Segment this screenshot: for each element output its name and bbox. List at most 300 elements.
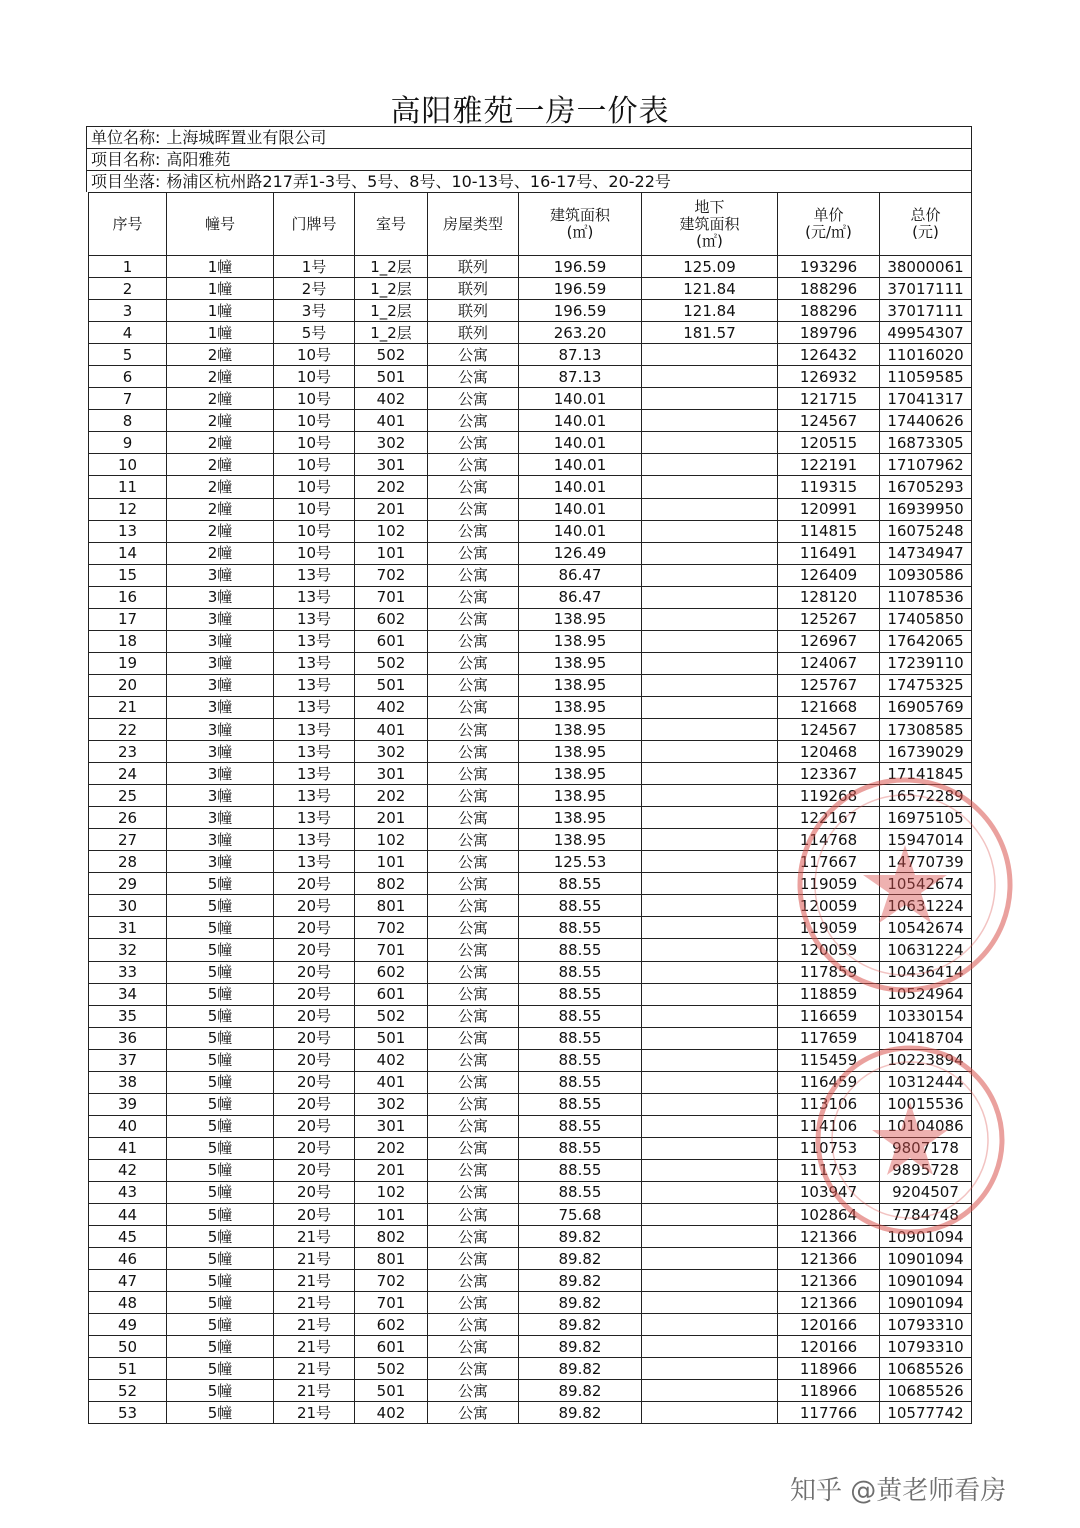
table-cell: 10号 bbox=[274, 388, 355, 410]
table-cell: 601 bbox=[355, 983, 428, 1005]
table-cell: 4 bbox=[89, 322, 167, 344]
table-cell: 9 bbox=[89, 432, 167, 454]
table-cell: 188296 bbox=[778, 300, 880, 322]
table-cell: 公寓 bbox=[428, 1115, 519, 1137]
table-cell: 88.55 bbox=[519, 1181, 642, 1203]
table-cell: 10901094 bbox=[880, 1292, 972, 1314]
table-cell bbox=[642, 763, 778, 785]
table-cell: 121366 bbox=[778, 1270, 880, 1292]
table-cell bbox=[642, 917, 778, 939]
table-cell: 14 bbox=[89, 542, 167, 564]
table-cell: 10631224 bbox=[880, 895, 972, 917]
table-cell: 196.59 bbox=[519, 256, 642, 278]
table-cell: 公寓 bbox=[428, 1005, 519, 1027]
table-cell: 124567 bbox=[778, 410, 880, 432]
table-cell: 116491 bbox=[778, 542, 880, 564]
table-cell bbox=[642, 630, 778, 652]
table-cell: 13号 bbox=[274, 696, 355, 718]
table-cell: 118966 bbox=[778, 1358, 880, 1380]
table-cell: 88.55 bbox=[519, 939, 642, 961]
table-cell: 18 bbox=[89, 630, 167, 652]
table-cell bbox=[642, 520, 778, 542]
table-cell: 公寓 bbox=[428, 630, 519, 652]
table-cell: 13号 bbox=[274, 586, 355, 608]
table-cell bbox=[642, 851, 778, 873]
table-cell: 公寓 bbox=[428, 1270, 519, 1292]
project-location-label: 项目坐落: bbox=[91, 172, 161, 191]
table-cell: 88.55 bbox=[519, 961, 642, 983]
table-cell bbox=[642, 1380, 778, 1402]
table-cell: 3幢 bbox=[167, 586, 274, 608]
table-cell: 公寓 bbox=[428, 785, 519, 807]
table-cell bbox=[642, 432, 778, 454]
table-cell: 31 bbox=[89, 917, 167, 939]
project-name-label: 项目名称: bbox=[91, 150, 161, 169]
table-cell: 26 bbox=[89, 807, 167, 829]
table-cell: 2幢 bbox=[167, 432, 274, 454]
table-cell: 125767 bbox=[778, 674, 880, 696]
table-cell: 13号 bbox=[274, 652, 355, 674]
table-cell: 公寓 bbox=[428, 1314, 519, 1336]
table-row bbox=[89, 674, 972, 696]
table-cell: 5幢 bbox=[167, 1159, 274, 1181]
table-cell bbox=[642, 895, 778, 917]
watermark-text: 知乎 @黄老师看房 bbox=[790, 1476, 1007, 1506]
table-cell: 20号 bbox=[274, 1071, 355, 1093]
table-cell: 16 bbox=[89, 586, 167, 608]
table-cell: 10015536 bbox=[880, 1093, 972, 1115]
table-cell bbox=[642, 1181, 778, 1203]
table-row bbox=[89, 1292, 972, 1314]
table-cell: 21号 bbox=[274, 1226, 355, 1248]
table-row bbox=[89, 1226, 972, 1248]
table-cell: 120166 bbox=[778, 1314, 880, 1336]
table-cell: 10号 bbox=[274, 498, 355, 520]
table-cell: 196.59 bbox=[519, 278, 642, 300]
table-cell: 138.95 bbox=[519, 674, 642, 696]
table-row bbox=[89, 851, 972, 873]
table-cell: 17 bbox=[89, 608, 167, 630]
table-row bbox=[89, 608, 972, 630]
table-cell bbox=[642, 873, 778, 895]
table-cell: 802 bbox=[355, 873, 428, 895]
table-cell: 121366 bbox=[778, 1248, 880, 1270]
table-cell bbox=[642, 939, 778, 961]
table-cell: 公寓 bbox=[428, 718, 519, 740]
table-cell: 88.55 bbox=[519, 1137, 642, 1159]
table-cell: 9807178 bbox=[880, 1137, 972, 1159]
table-cell: 3幢 bbox=[167, 785, 274, 807]
table-cell: 181.57 bbox=[642, 322, 778, 344]
table-cell bbox=[642, 674, 778, 696]
table-cell: 42 bbox=[89, 1159, 167, 1181]
company-name-label: 单位名称: bbox=[91, 128, 161, 147]
table-cell: 103947 bbox=[778, 1181, 880, 1203]
table-cell: 公寓 bbox=[428, 1204, 519, 1226]
table-cell: 20号 bbox=[274, 895, 355, 917]
table-cell bbox=[642, 983, 778, 1005]
table-cell: 13号 bbox=[274, 807, 355, 829]
table-cell bbox=[642, 366, 778, 388]
table-cell: 10793310 bbox=[880, 1336, 972, 1358]
table-cell: 114106 bbox=[778, 1115, 880, 1137]
table-cell bbox=[642, 388, 778, 410]
table-cell: 2幢 bbox=[167, 410, 274, 432]
table-row bbox=[89, 1336, 972, 1358]
table-cell: 3幢 bbox=[167, 674, 274, 696]
table-cell: 3幢 bbox=[167, 608, 274, 630]
table-cell: 公寓 bbox=[428, 1093, 519, 1115]
table-cell: 17308585 bbox=[880, 718, 972, 740]
project-name-row bbox=[86, 148, 972, 170]
table-row bbox=[89, 961, 972, 983]
table-row bbox=[89, 718, 972, 740]
table-cell: 17475325 bbox=[880, 674, 972, 696]
table-cell: 124067 bbox=[778, 652, 880, 674]
table-cell: 120468 bbox=[778, 741, 880, 763]
table-cell: 17440626 bbox=[880, 410, 972, 432]
table-row bbox=[89, 344, 972, 366]
table-cell: 公寓 bbox=[428, 498, 519, 520]
table-cell: 121715 bbox=[778, 388, 880, 410]
table-cell: 20号 bbox=[274, 983, 355, 1005]
table-cell: 29 bbox=[89, 873, 167, 895]
table-cell bbox=[642, 608, 778, 630]
column-header-line: 建筑面积 bbox=[549, 206, 610, 224]
table-row bbox=[89, 432, 972, 454]
table-row bbox=[89, 498, 972, 520]
table-cell: 公寓 bbox=[428, 939, 519, 961]
table-cell: 16905769 bbox=[880, 696, 972, 718]
column-header-line: (㎡) bbox=[696, 231, 723, 250]
table-cell: 3幢 bbox=[167, 829, 274, 851]
table-cell: 86.47 bbox=[519, 586, 642, 608]
table-cell: 114815 bbox=[778, 520, 880, 542]
table-cell: 17642065 bbox=[880, 630, 972, 652]
table-cell: 602 bbox=[355, 961, 428, 983]
table-cell: 公寓 bbox=[428, 1071, 519, 1093]
table-cell: 3幢 bbox=[167, 763, 274, 785]
table-row bbox=[89, 410, 972, 432]
column-header bbox=[642, 193, 778, 256]
table-cell: 20号 bbox=[274, 1115, 355, 1137]
table-cell: 公寓 bbox=[428, 1292, 519, 1314]
table-cell: 201 bbox=[355, 498, 428, 520]
table-cell bbox=[642, 1226, 778, 1248]
table-cell: 公寓 bbox=[428, 983, 519, 1005]
table-cell: 公寓 bbox=[428, 344, 519, 366]
table-cell: 201 bbox=[355, 1159, 428, 1181]
table-row bbox=[89, 388, 972, 410]
table-row bbox=[89, 586, 972, 608]
table-cell: 公寓 bbox=[428, 410, 519, 432]
table-cell: 2幢 bbox=[167, 454, 274, 476]
table-cell: 601 bbox=[355, 630, 428, 652]
table-cell: 2幢 bbox=[167, 520, 274, 542]
table-cell: 公寓 bbox=[428, 476, 519, 498]
table-header-row bbox=[89, 193, 972, 256]
table-cell: 125.09 bbox=[642, 256, 778, 278]
table-body bbox=[89, 256, 972, 1424]
table-cell: 121366 bbox=[778, 1292, 880, 1314]
table-cell: 401 bbox=[355, 718, 428, 740]
table-cell: 8 bbox=[89, 410, 167, 432]
table-cell bbox=[642, 1005, 778, 1027]
table-cell: 302 bbox=[355, 741, 428, 763]
table-cell: 111753 bbox=[778, 1159, 880, 1181]
table-cell: 20号 bbox=[274, 1159, 355, 1181]
project-location-row bbox=[86, 170, 972, 192]
table-cell: 13号 bbox=[274, 829, 355, 851]
table-cell: 公寓 bbox=[428, 696, 519, 718]
table-cell: 21号 bbox=[274, 1292, 355, 1314]
table-cell: 公寓 bbox=[428, 674, 519, 696]
table-cell: 52 bbox=[89, 1380, 167, 1402]
table-cell: 公寓 bbox=[428, 542, 519, 564]
table-cell: 10901094 bbox=[880, 1270, 972, 1292]
table-cell: 120059 bbox=[778, 895, 880, 917]
table-cell bbox=[642, 807, 778, 829]
table-cell: 公寓 bbox=[428, 1137, 519, 1159]
table-cell: 5幢 bbox=[167, 1005, 274, 1027]
table-cell: 5 bbox=[89, 344, 167, 366]
table-cell: 88.55 bbox=[519, 1115, 642, 1137]
table-cell: 5幢 bbox=[167, 1204, 274, 1226]
table-cell: 10436414 bbox=[880, 961, 972, 983]
table-cell: 701 bbox=[355, 1292, 428, 1314]
table-cell: 89.82 bbox=[519, 1336, 642, 1358]
table-cell: 10号 bbox=[274, 432, 355, 454]
table-cell bbox=[642, 1292, 778, 1314]
table-row bbox=[89, 1115, 972, 1137]
table-cell: 89.82 bbox=[519, 1292, 642, 1314]
table-cell: 21号 bbox=[274, 1248, 355, 1270]
table-cell: 5幢 bbox=[167, 1115, 274, 1137]
project-name-value: 高阳雅苑 bbox=[166, 150, 231, 169]
table-cell: 11059585 bbox=[880, 366, 972, 388]
table-cell: 10901094 bbox=[880, 1248, 972, 1270]
table-cell: 302 bbox=[355, 1093, 428, 1115]
table-cell: 37017111 bbox=[880, 300, 972, 322]
table-cell bbox=[642, 1358, 778, 1380]
table-cell: 6 bbox=[89, 366, 167, 388]
table-cell: 3号 bbox=[274, 300, 355, 322]
column-header bbox=[355, 193, 428, 256]
table-cell: 33 bbox=[89, 961, 167, 983]
table-cell: 公寓 bbox=[428, 1027, 519, 1049]
table-row bbox=[89, 939, 972, 961]
table-cell: 公寓 bbox=[428, 895, 519, 917]
table-cell: 5幢 bbox=[167, 983, 274, 1005]
table-cell: 2幢 bbox=[167, 366, 274, 388]
table-cell: 19 bbox=[89, 652, 167, 674]
table-cell: 140.01 bbox=[519, 454, 642, 476]
table-cell bbox=[642, 1270, 778, 1292]
table-cell: 7 bbox=[89, 388, 167, 410]
table-cell bbox=[642, 1027, 778, 1049]
table-cell: 116659 bbox=[778, 1005, 880, 1027]
project-location-value: 杨浦区杭州路217弄1-3号、5号、8号、10-13号、16-17号、20-22号 bbox=[166, 172, 671, 191]
table-cell: 86.47 bbox=[519, 564, 642, 586]
table-cell: 126409 bbox=[778, 564, 880, 586]
table-cell: 公寓 bbox=[428, 608, 519, 630]
column-header bbox=[89, 193, 167, 256]
table-cell: 101 bbox=[355, 851, 428, 873]
table-cell: 16939950 bbox=[880, 498, 972, 520]
table-cell: 3幢 bbox=[167, 564, 274, 586]
table-cell: 1幢 bbox=[167, 278, 274, 300]
table-cell: 20号 bbox=[274, 1181, 355, 1203]
table-cell: 1幢 bbox=[167, 300, 274, 322]
table-cell: 5幢 bbox=[167, 1336, 274, 1358]
table-cell: 13号 bbox=[274, 564, 355, 586]
table-cell: 301 bbox=[355, 763, 428, 785]
table-cell: 43 bbox=[89, 1181, 167, 1203]
table-cell: 701 bbox=[355, 939, 428, 961]
table-cell: 601 bbox=[355, 1336, 428, 1358]
table-cell: 10542674 bbox=[880, 873, 972, 895]
table-cell: 5幢 bbox=[167, 1049, 274, 1071]
table-cell bbox=[642, 829, 778, 851]
table-cell: 17141845 bbox=[880, 763, 972, 785]
table-cell: 3幢 bbox=[167, 652, 274, 674]
column-header bbox=[519, 193, 642, 256]
table-cell bbox=[642, 1137, 778, 1159]
table-cell: 121.84 bbox=[642, 300, 778, 322]
table-cell: 801 bbox=[355, 895, 428, 917]
table-row bbox=[89, 1005, 972, 1027]
table-cell: 5幢 bbox=[167, 1248, 274, 1270]
table-cell: 402 bbox=[355, 388, 428, 410]
column-header bbox=[880, 193, 972, 256]
table-cell: 89.82 bbox=[519, 1314, 642, 1336]
table-cell: 16075248 bbox=[880, 520, 972, 542]
table-cell: 119268 bbox=[778, 785, 880, 807]
table-cell: 20号 bbox=[274, 961, 355, 983]
table-cell: 102864 bbox=[778, 1204, 880, 1226]
table-cell: 公寓 bbox=[428, 763, 519, 785]
table-cell bbox=[642, 542, 778, 564]
table-cell: 45 bbox=[89, 1226, 167, 1248]
column-header-line: 建筑面积 bbox=[679, 214, 740, 233]
table-cell bbox=[642, 476, 778, 498]
table-cell: 20号 bbox=[274, 1093, 355, 1115]
table-cell: 2幢 bbox=[167, 388, 274, 410]
table-cell bbox=[642, 718, 778, 740]
table-cell: 9204507 bbox=[880, 1181, 972, 1203]
table-cell: 20号 bbox=[274, 1027, 355, 1049]
table-cell: 20号 bbox=[274, 1005, 355, 1027]
table-cell bbox=[642, 1402, 778, 1424]
table-cell: 3幢 bbox=[167, 630, 274, 652]
table-cell: 21号 bbox=[274, 1402, 355, 1424]
table-cell: 13号 bbox=[274, 741, 355, 763]
table-cell: 5幢 bbox=[167, 873, 274, 895]
table-cell: 10524964 bbox=[880, 983, 972, 1005]
table-cell: 5幢 bbox=[167, 939, 274, 961]
table-cell bbox=[642, 652, 778, 674]
column-header-line: (元/㎡) bbox=[805, 223, 852, 241]
table-cell: 13 bbox=[89, 520, 167, 542]
table-cell: 11 bbox=[89, 476, 167, 498]
table-cell: 10930586 bbox=[880, 564, 972, 586]
table-cell: 5幢 bbox=[167, 917, 274, 939]
table-cell bbox=[642, 961, 778, 983]
table-row bbox=[89, 542, 972, 564]
table-cell: 公寓 bbox=[428, 1336, 519, 1358]
table-cell: 21号 bbox=[274, 1336, 355, 1358]
table-cell: 21 bbox=[89, 696, 167, 718]
table-cell: 401 bbox=[355, 410, 428, 432]
table-cell: 115459 bbox=[778, 1049, 880, 1071]
column-header-line: 序号 bbox=[112, 214, 143, 233]
table-cell: 10418704 bbox=[880, 1027, 972, 1049]
table-cell: 502 bbox=[355, 344, 428, 366]
table-cell: 125267 bbox=[778, 608, 880, 630]
table-cell: 公寓 bbox=[428, 1358, 519, 1380]
column-header-line: 幢号 bbox=[204, 214, 235, 233]
table-cell: 46 bbox=[89, 1248, 167, 1270]
table-cell: 126432 bbox=[778, 344, 880, 366]
table-cell: 联列 bbox=[428, 256, 519, 278]
table-cell: 402 bbox=[355, 1049, 428, 1071]
table-cell: 40 bbox=[89, 1115, 167, 1137]
table-row bbox=[89, 278, 972, 300]
table-cell: 公寓 bbox=[428, 829, 519, 851]
table-cell: 16739029 bbox=[880, 741, 972, 763]
table-row bbox=[89, 256, 972, 278]
table-cell: 202 bbox=[355, 1137, 428, 1159]
table-cell: 189796 bbox=[778, 322, 880, 344]
table-row bbox=[89, 1204, 972, 1226]
table-cell: 1_2层 bbox=[355, 322, 428, 344]
table-cell: 113106 bbox=[778, 1093, 880, 1115]
table-cell: 5幢 bbox=[167, 1292, 274, 1314]
table-row bbox=[89, 454, 972, 476]
table-row bbox=[89, 873, 972, 895]
table-cell: 301 bbox=[355, 1115, 428, 1137]
table-cell: 公寓 bbox=[428, 586, 519, 608]
table-cell: 35 bbox=[89, 1005, 167, 1027]
table-cell: 263.20 bbox=[519, 322, 642, 344]
table-cell: 88.55 bbox=[519, 917, 642, 939]
column-header-line: 门牌号 bbox=[291, 214, 337, 233]
table-cell: 501 bbox=[355, 674, 428, 696]
table-cell: 89.82 bbox=[519, 1358, 642, 1380]
table-cell: 公寓 bbox=[428, 652, 519, 674]
table-cell: 5幢 bbox=[167, 1071, 274, 1093]
table-cell: 701 bbox=[355, 586, 428, 608]
table-cell: 17107962 bbox=[880, 454, 972, 476]
table-cell: 50 bbox=[89, 1336, 167, 1358]
table-cell: 602 bbox=[355, 608, 428, 630]
column-header-line: (元) bbox=[912, 223, 939, 241]
table-cell: 3幢 bbox=[167, 741, 274, 763]
table-cell: 公寓 bbox=[428, 1226, 519, 1248]
table-cell: 联列 bbox=[428, 278, 519, 300]
table-cell: 501 bbox=[355, 366, 428, 388]
table-cell: 114768 bbox=[778, 829, 880, 851]
table-cell: 38000061 bbox=[880, 256, 972, 278]
table-row bbox=[89, 1314, 972, 1336]
table-row bbox=[89, 1049, 972, 1071]
table-row bbox=[89, 983, 972, 1005]
table-row bbox=[89, 300, 972, 322]
table-cell: 13号 bbox=[274, 608, 355, 630]
table-cell: 119059 bbox=[778, 873, 880, 895]
table-cell: 122167 bbox=[778, 807, 880, 829]
table-cell: 5幢 bbox=[167, 1226, 274, 1248]
